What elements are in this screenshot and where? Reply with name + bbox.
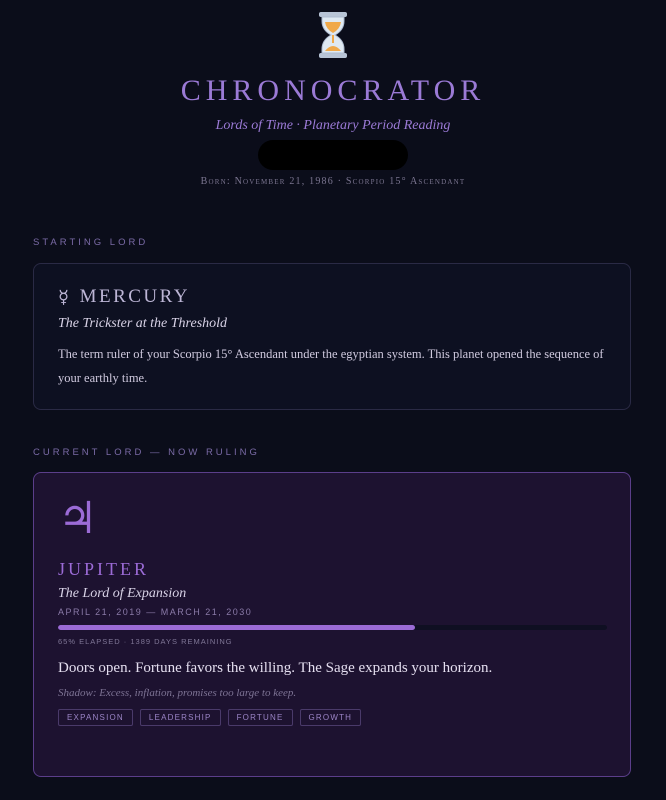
jupiter-icon: ♃	[58, 493, 98, 544]
period-progress-fill	[58, 625, 415, 630]
page-subtitle: Lords of Time · Planetary Period Reading	[215, 118, 451, 133]
starting-lord-description: The term ruler of your Scorpio 15° Ascendant under the egyptian system. This planet opened the sequence of your earthly time.	[58, 347, 604, 385]
current-lord-reading: Doors open. Fortune favors the willing. The Sage expands your horizon.	[58, 660, 493, 676]
current-lord-period: APRIL 21, 2019 — MARCH 21, 2030	[58, 607, 253, 617]
keyword-tags	[58, 709, 606, 726]
starting-lord-name: MERCURY	[79, 286, 190, 307]
tag-growth: GROWTH	[300, 709, 362, 726]
progress-text: 65% ELAPSED · 1389 DAYS REMAINING	[58, 637, 233, 646]
starting-lord-card	[33, 263, 631, 410]
starting-lord-epithet: The Trickster at the Threshold	[58, 316, 228, 331]
hourglass-icon	[316, 10, 350, 60]
period-progress-bar	[58, 625, 607, 630]
starting-lord-label: STARTING LORD	[33, 237, 149, 248]
tag-expansion: EXPANSION	[58, 709, 133, 726]
redacted-name	[258, 140, 408, 170]
page-header	[0, 0, 666, 187]
current-lord-card	[33, 472, 631, 777]
current-lord-name: JUPITER	[58, 559, 150, 579]
current-lord-epithet: The Lord of Expansion	[58, 586, 187, 601]
tag-leadership: LEADERSHIP	[140, 709, 221, 726]
tag-fortune: FORTUNE	[228, 709, 293, 726]
page-title: CHRONOCRATOR	[180, 74, 486, 107]
current-lord-label: CURRENT LORD — NOW RULING	[33, 447, 260, 458]
current-lord-shadow: Shadow: Excess, inflation, promises too large to keep.	[58, 687, 297, 699]
starting-lord-heading	[58, 286, 606, 308]
mercury-icon: ☿	[58, 286, 72, 307]
birth-info: Born: November 21, 1986 · Scorpio 15° Ascendant	[200, 176, 466, 187]
